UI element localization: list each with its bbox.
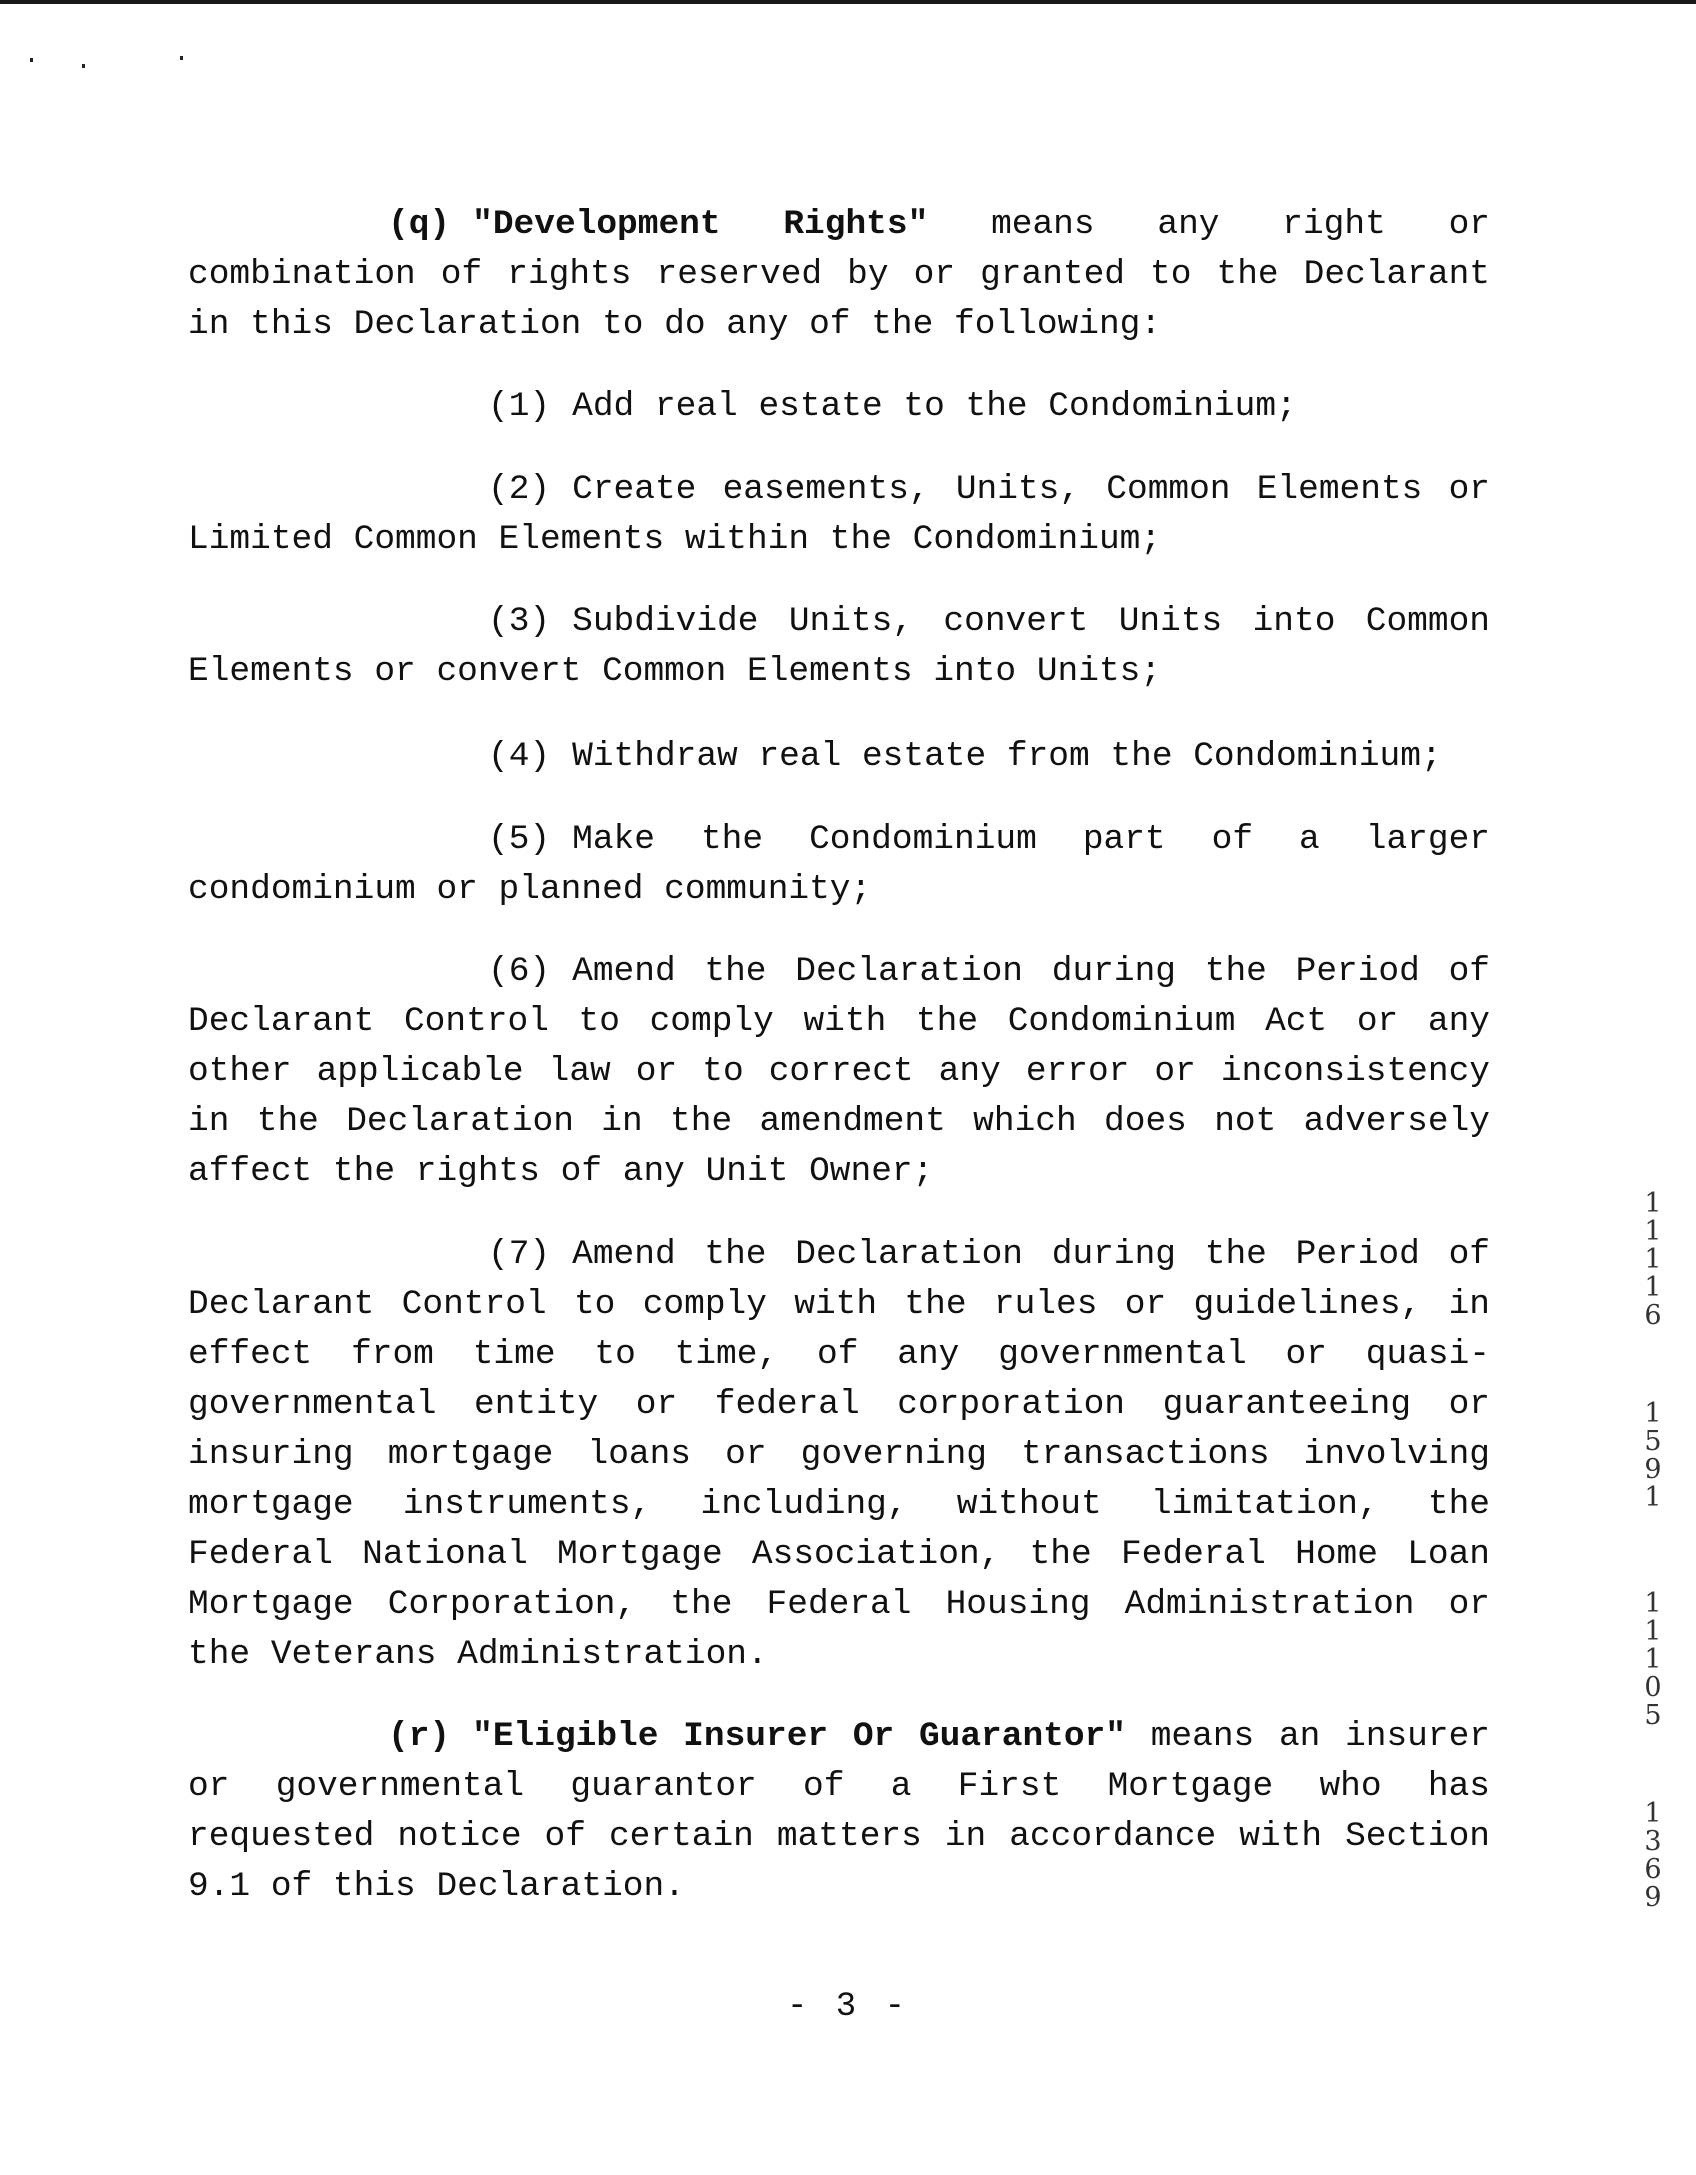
paragraph-marker: (3) [488,602,551,641]
paragraph-marker: (r) [388,1717,451,1756]
paragraph-2 [188,465,1490,565]
paragraph-text: Make the Condominium part of a larger condominium or planned community; [188,820,1490,909]
paragraph-text: Create easements, Units, Common Elements or Limited Common Elements within the Condominium; [188,470,1490,559]
paragraph-q [188,200,1490,350]
paragraph-4 [188,732,1490,782]
paragraph-text: Subdivide Units, convert Units into Common Elements or convert Common Elements into Units; [188,602,1490,691]
paragraph-marker: (7) [488,1235,551,1274]
margin-stamp-d: 1 3 6 9 [1644,1798,1662,1913]
paragraph-marker: (6) [488,952,551,991]
paragraph-3 [188,597,1490,697]
paragraph-marker: (2) [488,470,551,509]
paragraph-marker: (5) [488,820,551,859]
margin-stamp-b: 1 5 9 1 [1644,1398,1662,1513]
page-number: - 3 - [786,1988,910,2026]
paragraph-6 [188,947,1490,1197]
paragraph-marker: (1) [488,387,551,426]
defined-term: "Eligible Insurer Or Guarantor" [472,1717,1126,1756]
paragraph-text: Add real estate to the Condominium; [572,387,1297,426]
defined-term: "Development Rights" [472,205,929,244]
paragraph-text: Amend the Declaration during the Period of Declarant Control to comply with the rules or guidelines, in effect from time to time, of any governmental or quasi-governmental entity or federal corporation guaranteeing or insuring mortgage loans or governing transactions involving mortgage instruments, including, without limitation, the Federal National Mortgage Association, the Federal Home Loan Mortgage Corporation, the Federal Housing Administration or the Veterans Administration. [188,1235,1490,1674]
paragraph-text: Withdraw real estate from the Condominium; [572,737,1442,776]
margin-stamp-c: 1 1 1 0 5 [1644,1588,1662,1731]
paragraph-text: means any right or combination of rights reserved by or granted to the Declarant in this Declaration to do any of the following: [188,205,1490,344]
paragraph-r [188,1712,1490,1912]
margin-stamp-a: 1 1 1 1 6 [1644,1188,1662,1331]
scan-border-line [0,0,1696,4]
paragraph-marker: (4) [488,737,551,776]
scan-specks [30,52,190,72]
paragraph-text: Amend the Declaration during the Period of Declarant Control to comply with the Condominium Act or any other applicable law or to correct any error or inconsistency in the Declaration in the amendment which does not adversely affect the rights of any Unit Owner; [188,952,1490,1191]
paragraph-1 [188,382,1490,432]
paragraph-marker: (q) [388,205,451,244]
paragraph-7 [188,1230,1490,1680]
paragraph-text: means an insurer or governmental guarantor of a First Mortgage who has requested notice of certain matters in accordance with Section 9.1 of this Declaration. [188,1717,1490,1906]
paragraph-5 [188,815,1490,915]
